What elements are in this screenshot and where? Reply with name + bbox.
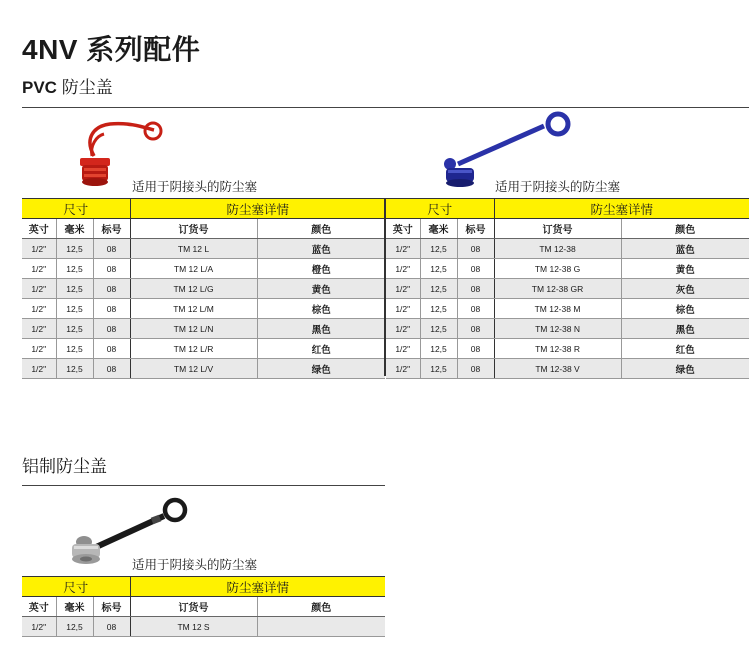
dash-header: 标号 (457, 219, 494, 239)
dash-cell: 08 (93, 617, 130, 637)
order-cell: TM 12 L/R (130, 339, 257, 359)
dash-cell: 08 (457, 319, 494, 339)
dash-cell: 08 (457, 259, 494, 279)
color-cell: 灰色 (621, 279, 749, 299)
order-cell: TM 12 L/A (130, 259, 257, 279)
details-header: 防尘塞详情 (130, 199, 385, 219)
inch-cell: 1/2" (22, 339, 56, 359)
table-row (386, 319, 749, 339)
pvc-label: 防尘盖 (61, 78, 113, 97)
size-header: 尺寸 (22, 577, 130, 597)
color-cell: 绿色 (621, 359, 749, 379)
inch-cell: 1/2" (386, 339, 420, 359)
table-row (22, 359, 385, 379)
size-header: 尺寸 (386, 199, 494, 219)
table-row (386, 259, 749, 279)
alu-divider (22, 485, 385, 486)
alu-section-title: 铝制防尘盖 (22, 457, 107, 476)
inch-cell: 1/2" (386, 359, 420, 379)
pvc-left-caption: 适用于阴接头的防尘塞 (132, 180, 258, 194)
mm-cell: 12,5 (420, 319, 457, 339)
color-cell: 蓝色 (257, 239, 385, 259)
size-header: 尺寸 (22, 199, 130, 219)
table-row (22, 259, 385, 279)
inch-cell: 1/2" (386, 319, 420, 339)
pvc-table-right (386, 198, 749, 379)
order-cell: TM 12 S (130, 617, 257, 637)
table-row (386, 359, 749, 379)
mm-cell: 12,5 (56, 279, 93, 299)
dash-cell: 08 (93, 279, 130, 299)
color-header: 颜色 (257, 219, 385, 239)
mm-cell: 12,5 (56, 339, 93, 359)
mm-cell: 12,5 (420, 239, 457, 259)
dash-cell: 08 (93, 259, 130, 279)
color-cell: 蓝色 (621, 239, 749, 259)
inch-cell: 1/2" (22, 319, 56, 339)
dash-cell: 08 (457, 239, 494, 259)
order-cell: TM 12 L/M (130, 299, 257, 319)
alu-table (22, 576, 385, 637)
mm-cell: 12,5 (56, 617, 93, 637)
order-cell: TM 12-38 N (494, 319, 621, 339)
color-cell: 红色 (621, 339, 749, 359)
dash-cell: 08 (457, 359, 494, 379)
inch-cell: 1/2" (22, 617, 56, 637)
mm-cell: 12,5 (56, 359, 93, 379)
inch-cell: 1/2" (22, 239, 56, 259)
mm-cell: 12,5 (420, 279, 457, 299)
dash-cell: 08 (457, 279, 494, 299)
mm-cell: 12,5 (56, 319, 93, 339)
color-header: 颜色 (257, 597, 385, 617)
table-row (386, 279, 749, 299)
mm-cell: 12,5 (420, 259, 457, 279)
mm-header: 毫米 (420, 219, 457, 239)
dash-cell: 08 (93, 359, 130, 379)
color-cell: 黄色 (621, 259, 749, 279)
mm-cell: 12,5 (420, 359, 457, 379)
color-cell: 绿色 (257, 359, 385, 379)
order-cell: TM 12-38 V (494, 359, 621, 379)
inch-cell: 1/2" (22, 259, 56, 279)
table-row (386, 299, 749, 319)
table-row (22, 239, 385, 259)
order-header: 订货号 (130, 219, 257, 239)
order-cell: TM 12 L/N (130, 319, 257, 339)
dash-header: 标号 (93, 597, 130, 617)
mm-header: 毫米 (56, 219, 93, 239)
table-row (22, 279, 385, 299)
table-row (22, 339, 385, 359)
color-cell: 红色 (257, 339, 385, 359)
inch-cell: 1/2" (22, 299, 56, 319)
order-cell: TM 12 L (130, 239, 257, 259)
mm-cell: 12,5 (56, 239, 93, 259)
mm-header: 毫米 (56, 597, 93, 617)
inch-header: 英寸 (22, 597, 56, 617)
table-row (22, 319, 385, 339)
dash-cell: 08 (93, 299, 130, 319)
color-cell: 棕色 (621, 299, 749, 319)
color-cell: 橙色 (257, 259, 385, 279)
inch-header: 英寸 (22, 219, 56, 239)
pvc-table-left (22, 198, 385, 379)
details-header: 防尘塞详情 (494, 199, 749, 219)
dash-cell: 08 (457, 339, 494, 359)
color-header: 颜色 (621, 219, 749, 239)
dash-cell: 08 (93, 339, 130, 359)
table-row (22, 299, 385, 319)
dash-header: 标号 (93, 219, 130, 239)
order-header: 订货号 (130, 597, 257, 617)
order-cell: TM 12-38 GR (494, 279, 621, 299)
inch-cell: 1/2" (22, 279, 56, 299)
inch-cell: 1/2" (386, 279, 420, 299)
dash-cell: 08 (93, 239, 130, 259)
table-row (386, 239, 749, 259)
inch-cell: 1/2" (386, 239, 420, 259)
pvc-prefix: PVC (22, 78, 57, 97)
dash-cell: 08 (93, 319, 130, 339)
alu-caption: 适用于阴接头的防尘塞 (132, 558, 258, 572)
order-cell: TM 12-38 G (494, 259, 621, 279)
mm-cell: 12,5 (56, 299, 93, 319)
color-cell: 黑色 (621, 319, 749, 339)
order-cell: TM 12 L/V (130, 359, 257, 379)
dash-cell: 08 (457, 299, 494, 319)
page-title: 4NV 系列配件 (22, 34, 201, 65)
pvc-right-caption: 适用于阴接头的防尘塞 (495, 180, 621, 194)
inch-cell: 1/2" (386, 299, 420, 319)
order-cell: TM 12-38 (494, 239, 621, 259)
table-row (386, 339, 749, 359)
pvc-section-title (22, 73, 113, 98)
order-cell: TM 12-38 R (494, 339, 621, 359)
order-header: 订货号 (494, 219, 621, 239)
color-cell: 棕色 (257, 299, 385, 319)
pvc-divider (22, 107, 749, 108)
color-cell: 黑色 (257, 319, 385, 339)
order-cell: TM 12-38 M (494, 299, 621, 319)
color-cell: 黄色 (257, 279, 385, 299)
order-cell: TM 12 L/G (130, 279, 257, 299)
mm-cell: 12,5 (420, 339, 457, 359)
table-row (22, 617, 385, 637)
inch-cell: 1/2" (386, 259, 420, 279)
mm-cell: 12,5 (420, 299, 457, 319)
mm-cell: 12,5 (56, 259, 93, 279)
details-header: 防尘塞详情 (130, 577, 385, 597)
inch-header: 英寸 (386, 219, 420, 239)
color-cell (257, 617, 385, 637)
inch-cell: 1/2" (22, 359, 56, 379)
